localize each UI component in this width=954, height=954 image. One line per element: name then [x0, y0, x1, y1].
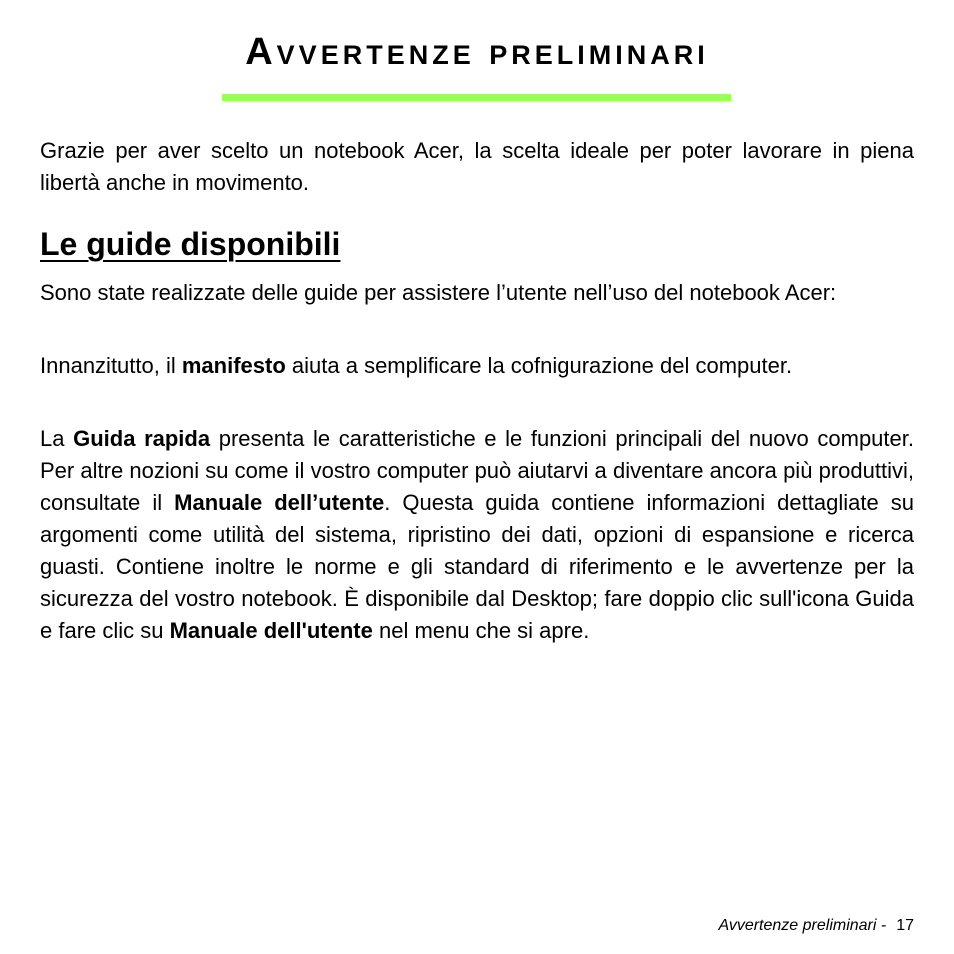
page-number: 17 [896, 917, 914, 934]
p3-text-a: La [40, 426, 74, 451]
p2-bold-manifesto: manifesto [181, 353, 286, 378]
page-footer [718, 917, 914, 935]
section-heading: Le guide disponibili [40, 226, 341, 262]
intro-paragraph: Grazie per aver scelto un notebook Acer, la scelta ideale per poter lavorare in piena libertà anche in movimento. [40, 138, 914, 195]
page-title: Avvertenze preliminari [245, 31, 709, 73]
p2-text-pre: Innanzitutto, il [40, 353, 182, 378]
title-underline-rule [222, 94, 731, 101]
p3-bold-manuale-utente: Manuale dell’utente [174, 490, 385, 515]
p3-text-c: presenta le caratteristiche e le funzioni principali del nuovo computer. Per altre nozioni su come il vostro computer può aiutarvi a diventare ancora più produttivi, consultate il [40, 426, 914, 515]
p3-text-e: . Questa guida contiene informazioni dettagliate su argomenti come utilità del sistema, ripristino dei dati, opzioni di espansione e ricerca guasti. Contiene inoltre le norme e gli standard di riferimento e le avvertenze per la sicurezza del vostro notebook. È disponibile dal Desktop; fare doppio clic sull'icona Guida e fare clic su [40, 490, 914, 643]
p3-text-g: nel menu che si apre. [372, 618, 590, 643]
document-page [40, 0, 914, 954]
section-paragraph-2 [40, 350, 914, 382]
p3-bold-manuale-utente-2: Manuale dell'utente [169, 618, 373, 643]
p3-bold-guida-rapida: Guida rapida [73, 426, 211, 451]
section-paragraph-1: Sono state realizzate delle guide per assistere l’utente nell’uso del notebook Acer: [40, 280, 837, 305]
p2-text-post: aiuta a semplificare la cofnigurazione del computer. [285, 353, 793, 378]
footer-label: Avvertenze preliminari - [718, 917, 887, 934]
section-paragraph-3 [40, 423, 914, 647]
